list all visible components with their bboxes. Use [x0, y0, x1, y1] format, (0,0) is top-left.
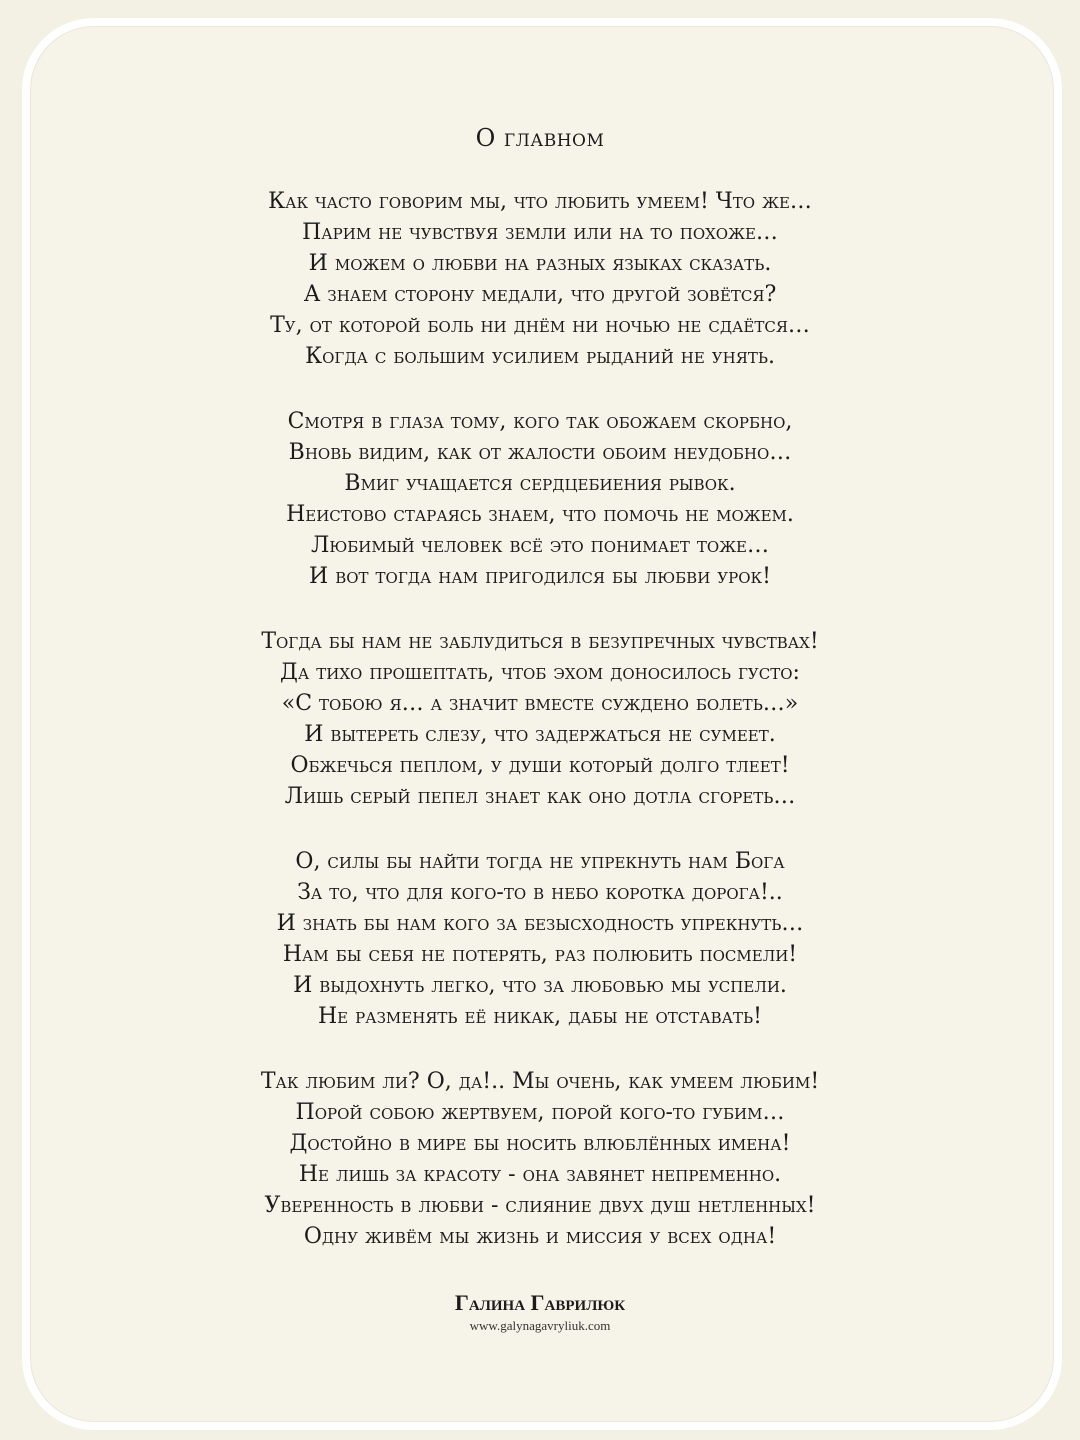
poem-line: Одну живём мы жизнь и миссия у всех одна! — [303, 1224, 777, 1249]
website-url: www.galynagavryliuk.com — [469, 1318, 611, 1333]
poem-line: Как часто говорим мы, что любить умеем! Что же… — [268, 189, 812, 214]
poem-line: Любимый человек всё это понимает тоже… — [310, 533, 769, 558]
poem-line: Достойно в мире бы носить влюблённых имена! — [289, 1131, 791, 1156]
poem-line: И вот тогда нам пригодился бы любви урок! — [309, 564, 771, 589]
poem-line: И вытереть слезу, что задержаться не сумеет. — [304, 722, 776, 747]
poem-line: Когда с большим усилием рыданий не унять. — [305, 344, 775, 369]
poem-line: Уверенность в любви - слияние двух душ нетленных! — [264, 1193, 816, 1218]
poem-line: «С тобою я… а значит вместе суждено болеть…» — [281, 691, 799, 716]
poem-line: Тогда бы нам не заблудиться в безупречных чувствах! — [261, 629, 819, 654]
poem-line: О, силы бы найти тогда не упрекнуть нам Бога — [295, 849, 785, 874]
stanza-4 — [0, 846, 1080, 1032]
poem-line: Не разменять её никак, дабы не отставать! — [318, 1004, 762, 1029]
stanza-2 — [0, 406, 1080, 592]
poem-line: Парим не чувствуя земли или на то похоже… — [302, 220, 778, 245]
poem-line: Неистово стараясь знаем, что помочь не можем. — [286, 502, 794, 527]
stanza-5 — [0, 1066, 1080, 1252]
author-name: Галина Гаврилюк — [454, 1290, 626, 1315]
poem-line: Обжечься пеплом, у души который долго тлеет! — [290, 753, 790, 778]
poem-line: Лишь серый пепел знает как оно дотла сгореть… — [284, 784, 796, 809]
poem-title: О главном — [475, 124, 605, 152]
poem-line: И можем о любви на разных языках сказать. — [308, 251, 772, 276]
poem-line: Порой собою жертвуем, порой кого-то губим… — [295, 1100, 785, 1125]
poem-line: И знать бы нам кого за безысходность упрекнуть… — [276, 911, 804, 936]
poem-line: За то, что для кого-то в небо коротка дорога!.. — [297, 880, 783, 905]
poem-line: Нам бы себя не потерять, раз полюбить посмели! — [282, 942, 798, 967]
poem-line: И выдохнуть легко, что за любовью мы успели. — [293, 973, 787, 998]
poem-line: Вновь видим, как от жалости обоим неудобно… — [288, 440, 792, 465]
stanza-3 — [0, 626, 1080, 812]
poem-line: Вмиг учащается сердцебиения рывок. — [344, 471, 736, 496]
poem-line: Смотря в глаза тому, кого так обожаем скорбно, — [287, 409, 793, 434]
poem-line: Да тихо прошептать, чтоб эхом доносилось густо: — [280, 660, 800, 685]
stanza-1 — [0, 186, 1080, 372]
poem-line: Так любим ли? О, да!.. Мы очень, как умеем любим! — [260, 1069, 820, 1094]
poem-line: Не лишь за красоту - она завянет непременно. — [298, 1162, 782, 1187]
poem-line: Ту, от которой боль ни днём ни ночью не сдаётся… — [270, 313, 810, 338]
poem-line: А знаем сторону медали, что другой зовётся? — [303, 282, 777, 307]
